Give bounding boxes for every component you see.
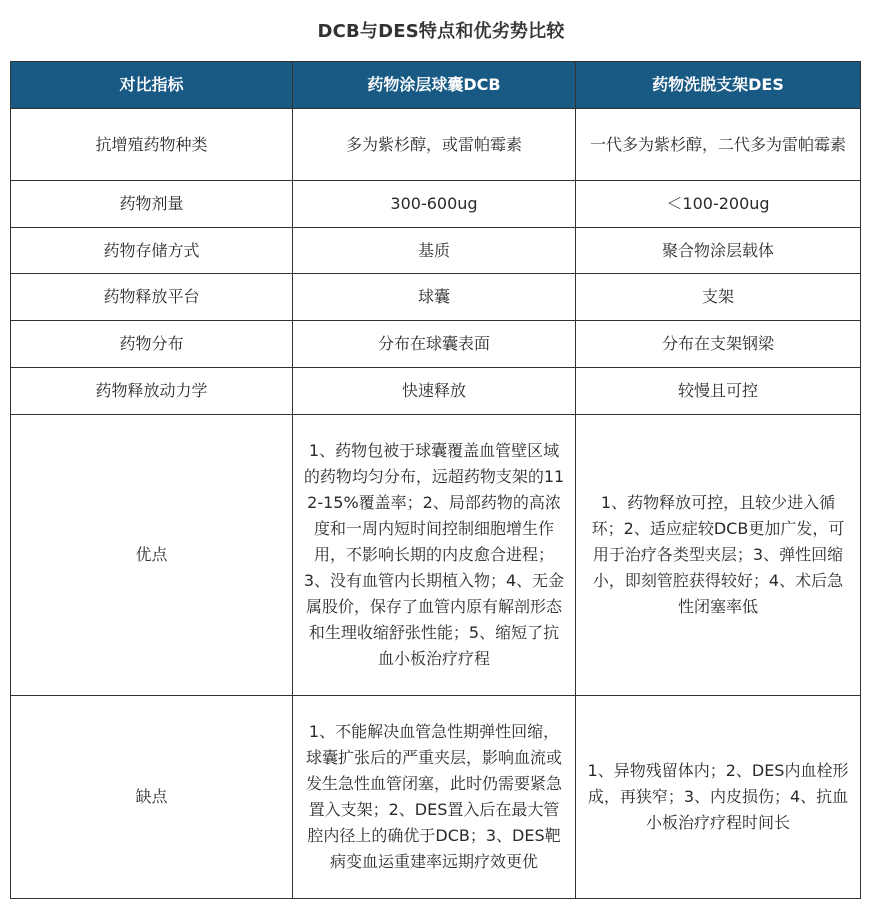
header-row bbox=[11, 62, 861, 109]
dcb-cell: 1、不能解决血管急性期弹性回缩，球囊扩张后的严重夹层，影响血流或发生急性血管闭塞，此时仍需要紧急置入支架；2、DES置入后在最大管腔内径上的确优于DCB；3、DES靶病变血运重建率远期疗效更优 bbox=[293, 696, 576, 899]
row-label: 优点 bbox=[11, 415, 293, 696]
table-row bbox=[11, 181, 861, 228]
dcb-cell: 分布在球囊表面 bbox=[293, 321, 576, 368]
row-label: 缺点 bbox=[11, 696, 293, 899]
dcb-cell: 1、药物包被于球囊覆盖血管壁区域的药物均匀分布，远超药物支架的112-15%覆盖率；2、局部药物的高浓度和一周内短时间控制细胞增生作用，不影响长期的内皮愈合进程；3、没有血管内长期植入物；4、无金属股价，保存了血管内原有解剖形态和生理收缩舒张性能；5、缩短了抗血小板治疗疗程 bbox=[293, 415, 576, 696]
row-label: 药物释放动力学 bbox=[11, 368, 293, 415]
table-row bbox=[11, 274, 861, 321]
table-row bbox=[11, 321, 861, 368]
des-cell: 1、药物释放可控，且较少进入循环；2、适应症较DCB更加广发，可用于治疗各类型夹层；3、弹性回缩小，即刻管腔获得较好；4、术后急性闭塞率低 bbox=[576, 415, 861, 696]
dcb-cell: 基质 bbox=[293, 228, 576, 274]
des-cell: 聚合物涂层载体 bbox=[576, 228, 861, 274]
table-title: DCB与DES特点和优劣势比较 bbox=[317, 21, 565, 42]
header-cell-des: 药物洗脱支架DES bbox=[576, 62, 861, 109]
row-label: 药物剂量 bbox=[11, 181, 293, 228]
table-row bbox=[11, 415, 861, 696]
table-row bbox=[11, 228, 861, 274]
row-label: 药物存储方式 bbox=[11, 228, 293, 274]
des-cell: 一代多为紫杉醇，二代多为雷帕霉素 bbox=[576, 109, 861, 181]
dcb-cell: 多为紫杉醇，或雷帕霉素 bbox=[293, 109, 576, 181]
row-label: 抗增殖药物种类 bbox=[11, 109, 293, 181]
table-row bbox=[11, 368, 861, 415]
des-cell: 1、异物残留体内；2、DES内血栓形成，再狭窄；3、内皮损伤；4、抗血小板治疗疗程时间长 bbox=[576, 696, 861, 899]
comparison-table bbox=[10, 61, 861, 899]
dcb-cell: 球囊 bbox=[293, 274, 576, 321]
row-label: 药物分布 bbox=[11, 321, 293, 368]
des-cell: 分布在支架钢梁 bbox=[576, 321, 861, 368]
table-row bbox=[11, 696, 861, 899]
header-cell-indicator: 对比指标 bbox=[11, 62, 293, 109]
des-cell: ＜100-200ug bbox=[576, 181, 861, 228]
des-cell: 较慢且可控 bbox=[576, 368, 861, 415]
dcb-cell: 300-600ug bbox=[293, 181, 576, 228]
row-label: 药物释放平台 bbox=[11, 274, 293, 321]
dcb-cell: 快速释放 bbox=[293, 368, 576, 415]
header-cell-dcb: 药物涂层球囊DCB bbox=[293, 62, 576, 109]
table-row bbox=[11, 109, 861, 181]
des-cell: 支架 bbox=[576, 274, 861, 321]
